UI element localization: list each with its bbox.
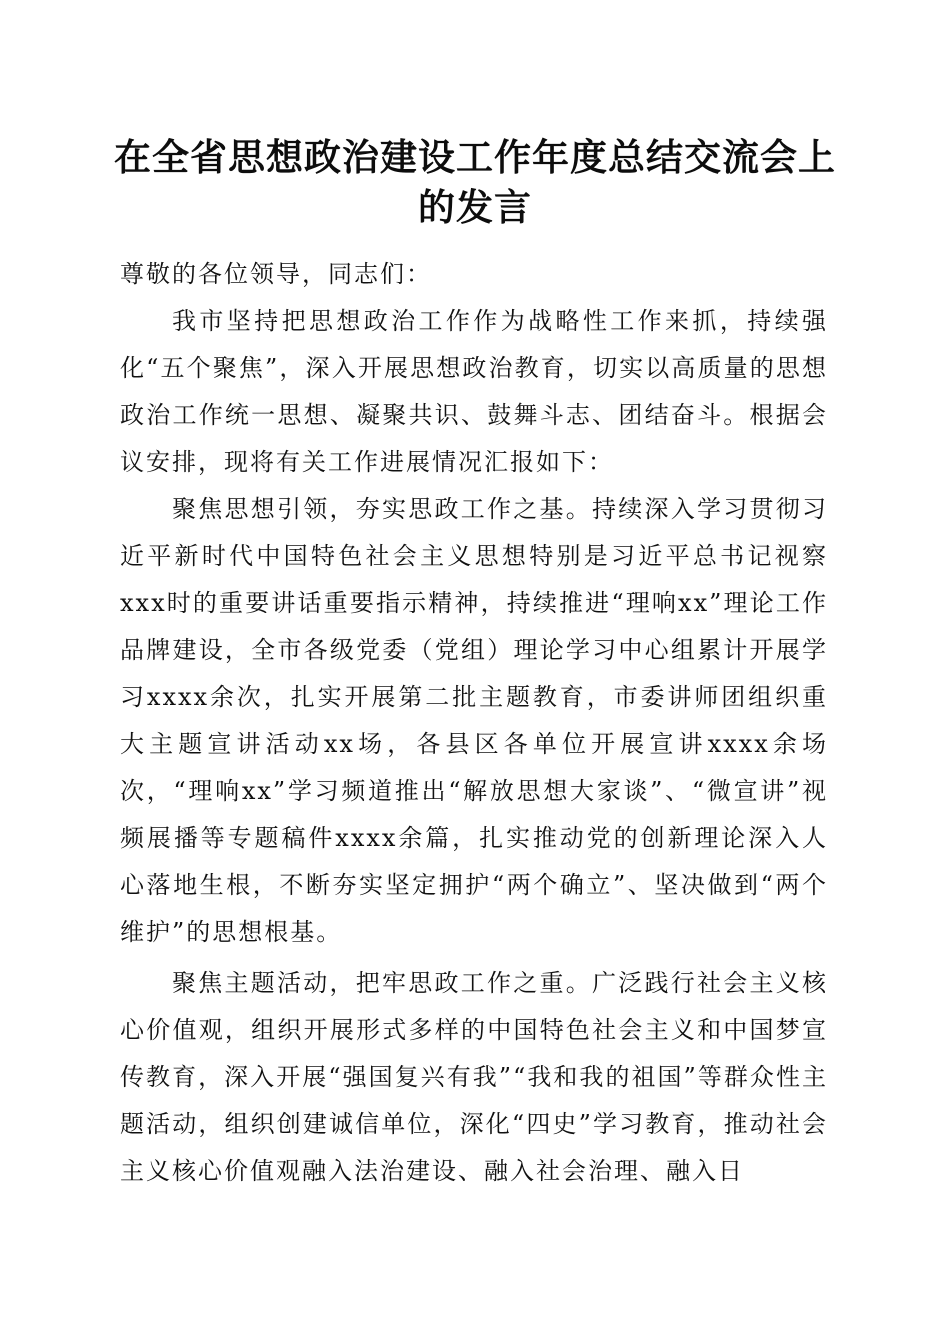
document-body [120, 251, 828, 1195]
salutation: 尊敬的各位领导，同志们： [120, 260, 432, 288]
paragraph-intro: 我市坚持把思想政治工作作为战略性工作来抓，持续强化“五个聚焦”，深入开展思想政治教育，切实以高质量的思想政治工作统一思想、凝聚共识、鼓舞斗志、团结奋斗。根据会议安排，现将有关工作进展情况汇报如下： [120, 307, 828, 476]
paragraph-themed-activities: 聚焦主题活动，把牢思政工作之重。广泛践行社会主义核心价值观，组织开展形式多样的中国特色社会主义和中国梦宣传教育，深入开展“强国复兴有我”“我和我的祖国”等群众性主题活动，组织创建诚信单位，深化“四史”学习教育，推动社会主义核心价值观融入法治建设、融入社会治理、融入日 [120, 969, 828, 1185]
document-title: 在全省思想政治建设工作年度总结交流会上的发言 [114, 135, 836, 229]
paragraph-ideological-guidance: 聚焦思想引领，夯实思政工作之基。持续深入学习贯彻习近平新时代中国特色社会主义思想特别是习近平总书记视察xxx时的重要讲话重要指示精神，持续推进“理响xx”理论工作品牌建设，全市各级党委（党组）理论学习中心组累计开展学习xxxx余次，扎实开展第二批主题教育，市委讲师团组织重大主题宣讲活动xx场，各县区各单位开展宣讲xxxx余场次，“理响xx”学习频道推出“解放思想大家谈”、“微宣讲”视频展播等专题稿件xxxx余篇，扎实推动党的创新理论深入人心落地生根，不断夯实坚定拥护“两个确立”、坚决做到“两个维护”的思想根基。 [120, 495, 828, 946]
